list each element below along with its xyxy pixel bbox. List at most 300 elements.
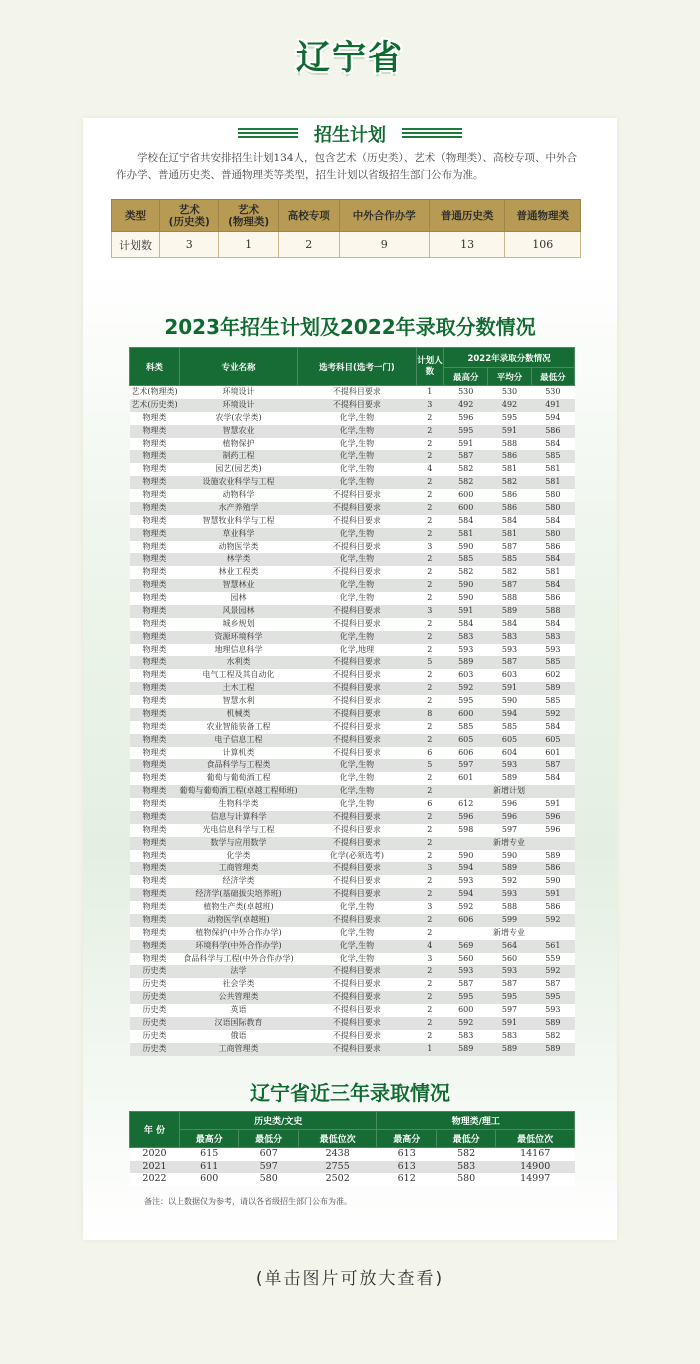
table-cell: 历史类	[130, 991, 180, 1004]
table-row	[130, 463, 575, 476]
table-cell: 物理类	[130, 734, 180, 747]
table-cell: 2	[416, 785, 444, 798]
plan-table	[111, 199, 581, 258]
table-cell: 591	[488, 1017, 531, 1030]
history-sub-header: 最低分	[436, 1130, 495, 1148]
table-row	[130, 940, 575, 953]
table-cell: 化学,生物	[298, 631, 416, 644]
table-cell: 592	[444, 901, 488, 914]
table-cell: 584	[531, 772, 574, 785]
plan-table-header	[112, 200, 581, 232]
table-cell: 计算机类	[179, 747, 297, 760]
table-cell: 584	[531, 438, 574, 451]
table-row	[130, 914, 575, 927]
table-cell: 605	[444, 734, 488, 747]
table-cell: 历史类	[130, 1043, 180, 1056]
table-cell: 物理类	[130, 837, 180, 850]
table-cell: 530	[488, 386, 531, 399]
table-row	[130, 772, 575, 785]
history-sub-header: 最低位次	[298, 1130, 377, 1148]
table-cell: 598	[444, 824, 488, 837]
history-header-row-1	[130, 1112, 575, 1130]
table-cell: 化学,生物	[298, 798, 416, 811]
table-row	[130, 579, 575, 592]
table-cell: 化学,生物	[298, 463, 416, 476]
table-row	[130, 1004, 575, 1017]
table-cell: 不提科目要求	[298, 862, 416, 875]
table-cell: 新增专业	[444, 927, 575, 940]
table-cell: 606	[444, 747, 488, 760]
table-cell: 600	[180, 1173, 239, 1186]
table-cell: 工商管理类	[179, 1043, 297, 1056]
table-cell: 612	[444, 798, 488, 811]
table-cell: 艺术(历史类)	[130, 399, 180, 412]
table-cell: 600	[444, 489, 488, 502]
table-cell: 植物生产类(卓越班)	[179, 901, 297, 914]
table-cell: 599	[488, 914, 531, 927]
table-row	[130, 425, 575, 438]
table-cell: 不提科目要求	[298, 399, 416, 412]
table-cell: 586	[488, 489, 531, 502]
table-row	[130, 450, 575, 463]
table-row	[130, 888, 575, 901]
table-cell: 613	[377, 1161, 436, 1174]
table-cell: 农业智能装备工程	[179, 721, 297, 734]
table-cell: 590	[444, 541, 488, 554]
col-elective: 选考科目(选考一门)	[298, 348, 416, 386]
table-cell: 596	[488, 798, 531, 811]
table-cell: 580	[531, 489, 574, 502]
table-cell: 590	[444, 850, 488, 863]
table-cell: 6	[416, 798, 444, 811]
col-plan: 计划人数	[416, 348, 444, 386]
table-cell: 593	[531, 644, 574, 657]
table-row	[130, 927, 575, 940]
table-cell: 582	[488, 476, 531, 489]
table-cell: 不提科目要求	[298, 605, 416, 618]
table-row	[130, 1161, 575, 1174]
table-cell: 2020	[130, 1148, 180, 1161]
table-cell: 606	[444, 914, 488, 927]
table-cell: 新增计划	[444, 785, 575, 798]
table-cell: 不提科目要求	[298, 1030, 416, 1043]
decor-lines-right	[402, 128, 462, 140]
table-cell: 草业科学	[179, 528, 297, 541]
table-cell: 583	[444, 631, 488, 644]
table-cell: 不提科目要求	[298, 811, 416, 824]
history-sub-header: 最高分	[377, 1130, 436, 1148]
table-cell: 2	[416, 515, 444, 528]
table-cell: 591	[444, 438, 488, 451]
table-cell: 595	[531, 991, 574, 1004]
table-cell: 585	[531, 450, 574, 463]
plan-header-cell: 类型	[112, 200, 160, 232]
table-cell: 491	[531, 399, 574, 412]
table-cell: 595	[444, 991, 488, 1004]
table-cell: 化学,生物	[298, 528, 416, 541]
history-header-row-2	[130, 1130, 575, 1148]
table-cell: 2	[416, 927, 444, 940]
table-row	[130, 953, 575, 966]
table-cell: 582	[488, 566, 531, 579]
table-cell: 587	[444, 450, 488, 463]
col-year: 年 份	[130, 1112, 180, 1148]
table-cell: 智慧农业	[179, 425, 297, 438]
table-cell: 物理类	[130, 953, 180, 966]
table-cell: 595	[444, 425, 488, 438]
table-cell: 环境科学(中外合作办学)	[179, 940, 297, 953]
table-cell: 3	[416, 605, 444, 618]
table-cell: 584	[531, 618, 574, 631]
table-cell: 595	[444, 695, 488, 708]
table-cell: 597	[488, 1004, 531, 1017]
table-cell: 食品科学与工程(中外合作办学)	[179, 953, 297, 966]
table-cell: 4	[416, 463, 444, 476]
table-cell: 历史类	[130, 978, 180, 991]
table-row	[130, 1148, 575, 1161]
table-cell: 604	[488, 747, 531, 760]
table-cell: 581	[444, 528, 488, 541]
table-cell: 591	[531, 798, 574, 811]
table-row	[130, 837, 575, 850]
table-cell: 数学与应用数学	[179, 837, 297, 850]
table-cell: 植物保护(中外合作办学)	[179, 927, 297, 940]
table-cell: 信息与计算科学	[179, 811, 297, 824]
table-cell: 593	[488, 644, 531, 657]
table-cell: 594	[444, 862, 488, 875]
table-row	[130, 850, 575, 863]
table-cell: 食品科学与工程类	[179, 759, 297, 772]
table-cell: 582	[531, 1030, 574, 1043]
table-cell: 596	[531, 824, 574, 837]
table-row	[130, 528, 575, 541]
table-cell: 601	[531, 747, 574, 760]
table-cell: 14900	[496, 1161, 575, 1174]
table-cell: 不提科目要求	[298, 1004, 416, 1017]
table-cell: 2	[416, 991, 444, 1004]
table-cell: 592	[531, 914, 574, 927]
table-cell: 物理类	[130, 785, 180, 798]
table-cell: 561	[531, 940, 574, 953]
table-cell: 葡萄与葡萄酒工程(卓越工程师班)	[179, 785, 297, 798]
table-row	[130, 708, 575, 721]
table-cell: 林学类	[179, 553, 297, 566]
table-cell: 588	[531, 605, 574, 618]
table-cell: 594	[531, 412, 574, 425]
table-row	[130, 515, 575, 528]
table-cell: 2	[416, 721, 444, 734]
table-cell: 动物科学	[179, 489, 297, 502]
table-cell: 化学,生物	[298, 425, 416, 438]
table-cell: 492	[444, 399, 488, 412]
table-row	[130, 1043, 575, 1056]
table-cell: 581	[488, 528, 531, 541]
plan-value-cell: 106	[505, 232, 581, 258]
table-cell: 589	[531, 1017, 574, 1030]
table-cell: 物理类	[130, 682, 180, 695]
table-cell: 593	[444, 965, 488, 978]
table-cell: 物理类	[130, 940, 180, 953]
table-cell: 585	[444, 721, 488, 734]
table-cell: 历史类	[130, 1004, 180, 1017]
table-cell: 2	[416, 592, 444, 605]
plan-value-cell: 9	[339, 232, 429, 258]
table-cell: 水利类	[179, 656, 297, 669]
table-cell: 2	[416, 850, 444, 863]
province-title: 辽宁省	[296, 38, 404, 78]
table-cell: 586	[531, 862, 574, 875]
table-cell: 1	[416, 1043, 444, 1056]
plan-header-cell: 中外合作办学	[339, 200, 429, 232]
table-cell: 595	[488, 412, 531, 425]
table-cell: 智慧水利	[179, 695, 297, 708]
table-cell: 586	[531, 592, 574, 605]
table-cell: 6	[416, 747, 444, 760]
table-cell: 581	[531, 566, 574, 579]
table-cell: 2	[416, 528, 444, 541]
table-cell: 587	[488, 579, 531, 592]
table-cell: 环境设计	[179, 386, 297, 399]
history-note: 备注：以上数据仅为参考，请以各省级招生部门公布为准。	[144, 1197, 352, 1206]
table-row	[130, 991, 575, 1004]
table-cell: 588	[488, 438, 531, 451]
plan-table-row	[112, 232, 581, 258]
table-cell: 564	[488, 940, 531, 953]
table-cell: 8	[416, 708, 444, 721]
table-cell: 603	[444, 669, 488, 682]
table-cell: 569	[444, 940, 488, 953]
table-cell: 585	[531, 695, 574, 708]
table-cell: 593	[488, 759, 531, 772]
table-cell: 589	[444, 656, 488, 669]
table-row	[130, 669, 575, 682]
table-row	[130, 1030, 575, 1043]
table-cell: 2021	[130, 1161, 180, 1174]
table-cell: 物理类	[130, 425, 180, 438]
table-cell: 586	[488, 502, 531, 515]
table-cell: 2	[416, 502, 444, 515]
table-cell: 不提科目要求	[298, 747, 416, 760]
table-cell: 物理类	[130, 489, 180, 502]
table-cell: 586	[531, 541, 574, 554]
table-row	[130, 785, 575, 798]
table-row	[130, 412, 575, 425]
table-row	[130, 386, 575, 399]
table-cell: 不提科目要求	[298, 875, 416, 888]
plan-header-cell: 高校专项	[278, 200, 339, 232]
table-cell: 汉语国际教育	[179, 1017, 297, 1030]
table-cell: 597	[488, 824, 531, 837]
table-cell: 584	[488, 515, 531, 528]
table-cell: 2	[416, 824, 444, 837]
table-cell: 动物医学类	[179, 541, 297, 554]
table-cell: 葡萄与葡萄酒工程	[179, 772, 297, 785]
table-cell: 2755	[298, 1161, 377, 1174]
table-cell: 587	[531, 978, 574, 991]
table-cell: 596	[531, 811, 574, 824]
table-cell: 3	[416, 399, 444, 412]
table-cell: 不提科目要求	[298, 1043, 416, 1056]
table-cell: 化学,生物	[298, 940, 416, 953]
table-cell: 580	[531, 528, 574, 541]
table-cell: 植物保护	[179, 438, 297, 451]
table-cell: 物理类	[130, 772, 180, 785]
table-cell: 物理类	[130, 631, 180, 644]
table-row	[130, 553, 575, 566]
table-cell: 2	[416, 734, 444, 747]
table-cell: 物理类	[130, 901, 180, 914]
table-cell: 592	[444, 682, 488, 695]
table-cell: 580	[239, 1173, 298, 1186]
table-cell: 不提科目要求	[298, 965, 416, 978]
col-group-physics: 物理类/理工	[377, 1112, 575, 1130]
table-cell: 582	[444, 476, 488, 489]
table-row	[130, 1173, 575, 1186]
table-cell: 历史类	[130, 1030, 180, 1043]
table-cell: 物理类	[130, 811, 180, 824]
table-cell: 589	[488, 862, 531, 875]
table-cell: 不提科目要求	[298, 991, 416, 1004]
table-cell: 历史类	[130, 1017, 180, 1030]
table-cell: 园林	[179, 592, 297, 605]
table-cell: 592	[531, 965, 574, 978]
table-cell: 2	[416, 553, 444, 566]
table-cell: 园艺(园艺类)	[179, 463, 297, 476]
table-cell: 不提科目要求	[298, 734, 416, 747]
table-row	[130, 592, 575, 605]
table-cell: 586	[531, 425, 574, 438]
table-cell: 工商管理类	[179, 862, 297, 875]
table-cell: 602	[531, 669, 574, 682]
table-cell: 611	[180, 1161, 239, 1174]
plan-section-title: 招生计划	[314, 125, 386, 146]
table-row	[130, 541, 575, 554]
col-subject: 科类	[130, 348, 180, 386]
table-cell: 生物科学类	[179, 798, 297, 811]
plan-header-cell: 艺术 (物理类)	[219, 200, 278, 232]
table-cell: 2	[416, 965, 444, 978]
history-section-title: 辽宁省近三年录取情况	[250, 1081, 450, 1105]
table-row	[130, 476, 575, 489]
table-cell: 化学,生物	[298, 953, 416, 966]
table-cell: 582	[444, 566, 488, 579]
table-cell: 新增专业	[444, 837, 575, 850]
table-cell: 不提科目要求	[298, 669, 416, 682]
table-cell: 2	[416, 450, 444, 463]
table-cell: 资源环境科学	[179, 631, 297, 644]
table-cell: 3	[416, 901, 444, 914]
table-cell: 594	[488, 708, 531, 721]
table-cell: 593	[488, 888, 531, 901]
table-cell: 物理类	[130, 747, 180, 760]
table-cell: 584	[531, 579, 574, 592]
table-cell: 585	[488, 721, 531, 734]
table-cell: 动物医学(卓越班)	[179, 914, 297, 927]
col-group-history: 历史类/文史	[180, 1112, 377, 1130]
plan-intro-text: 学校在辽宁省共安排招生计划134人，包含艺术（历史类）、艺术（物理类）、高校专项、中外合作办学、普通历史类、普通物理类等类型，招生计划以省级招生部门公布为准。	[116, 152, 578, 181]
table-row	[130, 875, 575, 888]
table-cell: 560	[444, 953, 488, 966]
table-cell: 化学,生物	[298, 772, 416, 785]
table-cell: 物理类	[130, 721, 180, 734]
table-cell: 2	[416, 489, 444, 502]
table-row	[130, 747, 575, 760]
table-cell: 俄语	[179, 1030, 297, 1043]
history-table	[129, 1111, 575, 1186]
table-row	[130, 1017, 575, 1030]
table-cell: 化学,生物	[298, 927, 416, 940]
table-cell: 560	[488, 953, 531, 966]
table-cell: 物理类	[130, 669, 180, 682]
table-cell: 物理类	[130, 528, 180, 541]
table-cell: 光电信息科学与工程	[179, 824, 297, 837]
table-cell: 584	[444, 515, 488, 528]
table-cell: 589	[531, 850, 574, 863]
table-cell: 581	[531, 476, 574, 489]
table-cell: 物理类	[130, 708, 180, 721]
table-cell: 583	[531, 631, 574, 644]
table-cell: 597	[239, 1161, 298, 1174]
table-cell: 584	[444, 618, 488, 631]
table-cell: 化学,生物	[298, 759, 416, 772]
table-cell: 不提科目要求	[298, 888, 416, 901]
plan-value-cell: 1	[219, 232, 278, 258]
table-cell: 589	[488, 605, 531, 618]
table-cell: 不提科目要求	[298, 489, 416, 502]
table-cell: 600	[444, 502, 488, 515]
table-cell: 物理类	[130, 515, 180, 528]
history-sub-header: 最高分	[180, 1130, 239, 1148]
table-cell: 588	[488, 901, 531, 914]
table-cell: 586	[488, 450, 531, 463]
table-cell: 不提科目要求	[298, 502, 416, 515]
table-cell: 591	[488, 682, 531, 695]
table-row	[130, 682, 575, 695]
table-cell: 2	[416, 579, 444, 592]
table-cell: 2	[416, 1030, 444, 1043]
table-cell: 物理类	[130, 759, 180, 772]
zoom-hint[interactable]: (单击图片可放大查看)	[255, 1269, 445, 1289]
table-cell: 物理类	[130, 566, 180, 579]
table-cell: 589	[488, 1043, 531, 1056]
table-cell: 586	[531, 901, 574, 914]
table-row	[130, 605, 575, 618]
table-cell: 584	[488, 618, 531, 631]
table-cell: 5	[416, 759, 444, 772]
table-cell: 物理类	[130, 875, 180, 888]
table-cell: 3	[416, 953, 444, 966]
table-cell: 593	[444, 875, 488, 888]
table-cell: 592	[488, 875, 531, 888]
col-avg: 平均分	[488, 368, 531, 386]
history-sub-header: 最低位次	[496, 1130, 575, 1148]
table-cell: 水产养殖学	[179, 502, 297, 515]
table-cell: 593	[531, 1004, 574, 1017]
table-cell: 2	[416, 669, 444, 682]
table-cell: 设施农业科学与工程	[179, 476, 297, 489]
table-row	[130, 631, 575, 644]
plan-header-cell: 普通历史类	[429, 200, 505, 232]
table-cell: 化学,生物	[298, 438, 416, 451]
table-cell: 不提科目要求	[298, 566, 416, 579]
table-cell: 不提科目要求	[298, 978, 416, 991]
table-cell: 物理类	[130, 541, 180, 554]
table-cell: 物理类	[130, 656, 180, 669]
table-cell: 2	[416, 644, 444, 657]
plan-row-label: 计划数	[112, 232, 160, 258]
table-cell: 3	[416, 541, 444, 554]
col-major: 专业名称	[179, 348, 297, 386]
